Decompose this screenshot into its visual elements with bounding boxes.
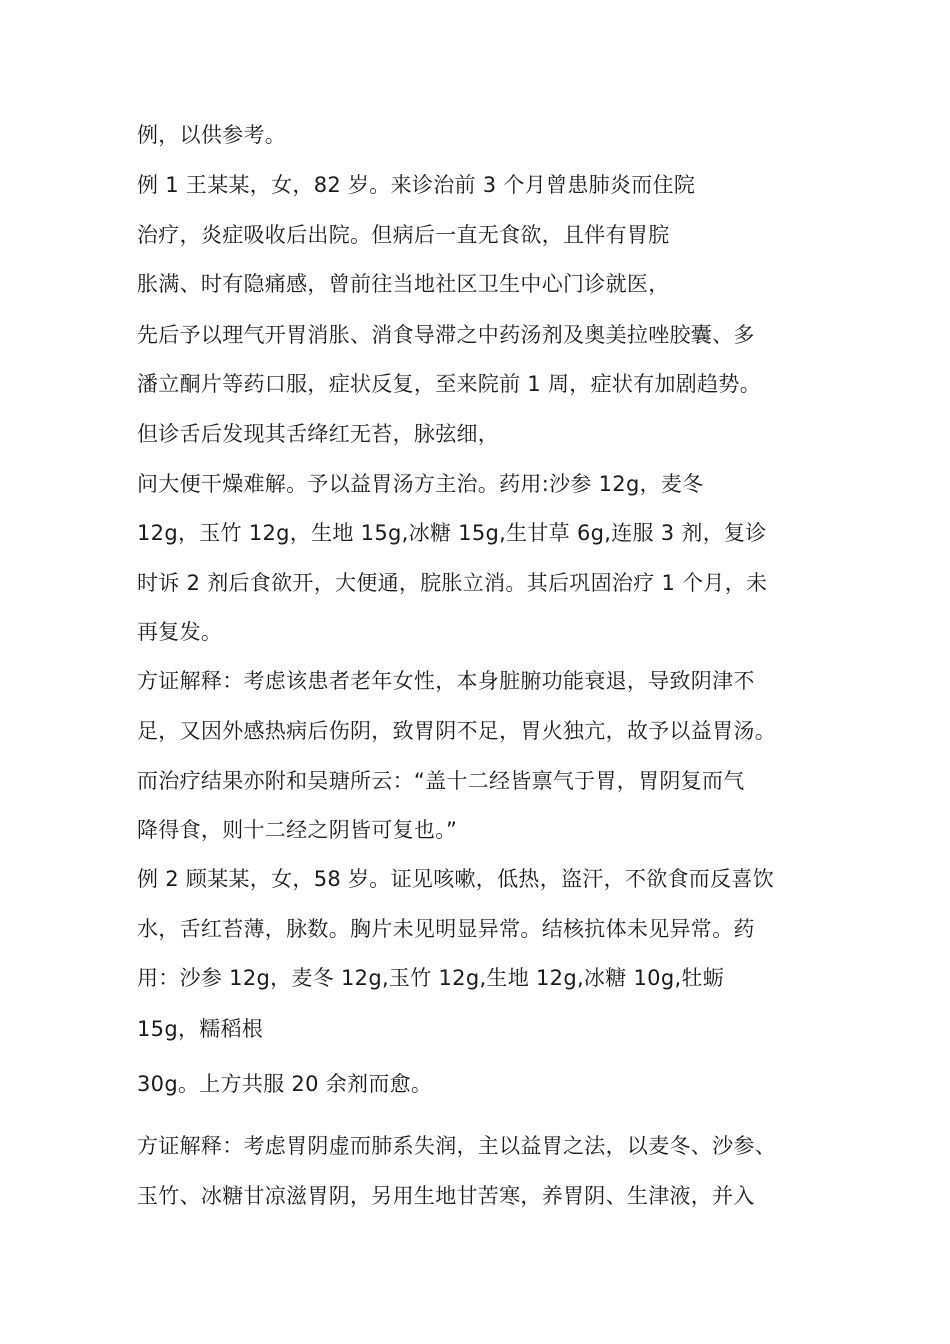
text-line: 但诊舌后发现其舌绛红无苔，脉弦细， [137,422,500,446]
text-line: 用：沙参 12g，麦冬 12g,玉竹 12g,生地 12g,冰糖 10g,牡蛎 [137,966,725,990]
text-line: 问大便干燥难解。予以益胃汤方主治。药用:沙参 12g，麦冬 [137,472,704,496]
text-line: 潘立酮片等药口服，症状反复，至来院前 1 周，症状有加剧趋势。 [137,372,762,396]
text-line: 玉竹、冰糖甘凉滋胃阴，另用生地甘苦寒，养胃阴、生津液，并入 [137,1184,755,1208]
text-line: 例，以供参考。 [137,123,287,147]
text-line: 例 2 顾某某，女，58 岁。证见咳嗽，低热，盗汗，不欲食而反喜饮 [137,867,775,891]
text-line: 方证解释：考虑胃阴虚而肺系失润，主以益胃之法，以麦冬、沙参、 [137,1134,776,1158]
text-line: 而治疗结果亦附和吴瑭所云：“盖十二经皆禀气于胃，胃阴复而气 [137,769,745,793]
text-line: 方证解释：考虑该患者老年女性，本身脏腑功能衰退，导致阴津不 [137,669,755,693]
text-line: 15g，糯稻根 [137,1017,264,1041]
text-line: 时诉 2 剂后食欲开，大便通，脘胀立消。其后巩固治疗 1 个月，未 [137,571,768,595]
text-line: 例 1 王某某，女，82 岁。来诊治前 3 个月曾患肺炎而住院 [137,173,696,197]
text-line: 降得食，则十二经之阴皆可复也。” [137,818,458,842]
text-line: 足，又因外感热病后伤阴，致胃阴不足，胃火独亢，故予以益胃汤。 [137,719,776,743]
text-line: 胀满、时有隐痛感，曾前往当地社区卫生中心门诊就医， [137,272,670,296]
text-line: 先后予以理气开胃消胀、消食导滞之中药汤剂及奥美拉唑胶囊、多 [137,323,755,347]
text-line: 再复发。 [137,620,223,644]
text-line: 12g，玉竹 12g，生地 15g,冰糖 15g,生甘草 6g,连服 3 剂，复诊 [137,521,767,545]
text-line: 治疗，炎症吸收后出院。但病后一直无食欲，且伴有胃脘 [137,223,670,247]
text-line: 30g。上方共服 20 余剂而愈。 [137,1072,433,1096]
text-line: 水，舌红苔薄，脉数。胸片未见明显异常。结核抗体未见异常。药 [137,917,755,941]
